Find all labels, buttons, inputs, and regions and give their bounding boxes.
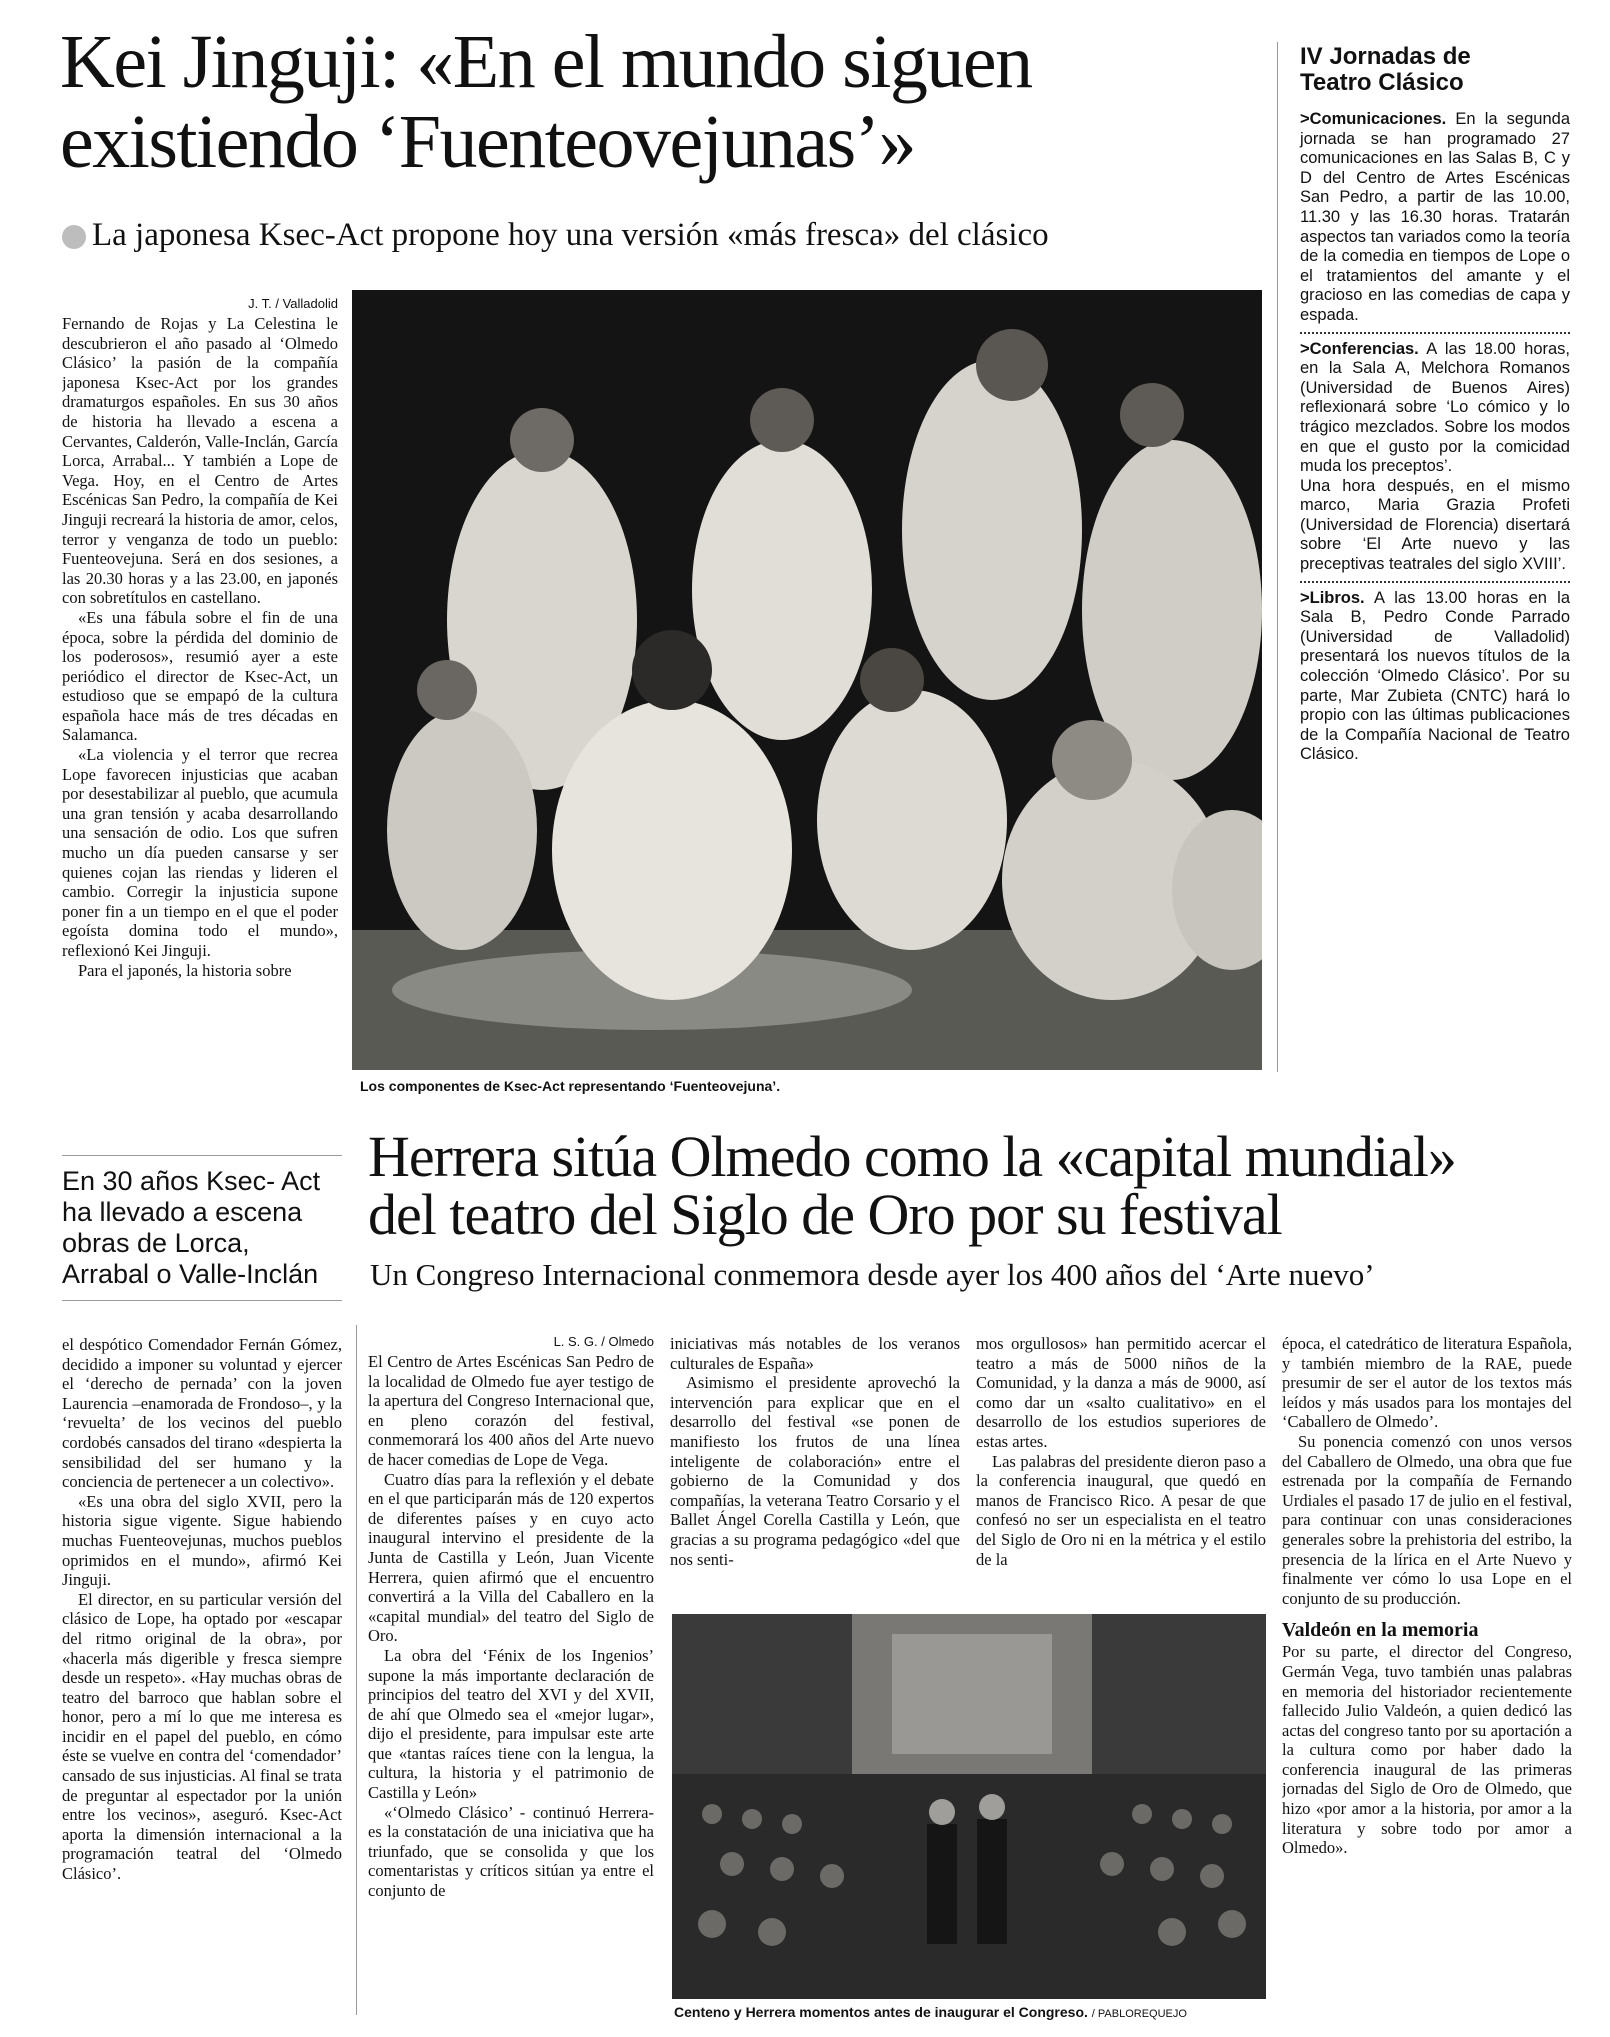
paragraph: El Centro de Artes Escénicas San Pedro de la localidad de Olmedo fue ayer testigo de la apertura del Congreso Internacional que, en pleno corazón del festival, conmemorará los 400 años del Arte nuevo de hacer comedias de Lope de Vega. (368, 1352, 654, 1469)
sidebar-item-text: A las 13.00 horas en la Sala B, Pedro Conde Parrado (Universidad de Valladolid) presentará los nuevos títulos de la colección ‘Olmedo Clásico’. Por su parte, Mar Zubieta (CNTC) hará lo propio con las últimas publicaciones de la Compañía Nacional de Teatro Clásico. (1300, 588, 1570, 764)
sidebar-item-libros (1300, 589, 1570, 765)
article1-column2 (62, 1335, 342, 2025)
article1-photo-caption: Los componentes de Ksec-Act representando ‘Fuenteovejuna’. (360, 1078, 781, 1094)
article2-column3 (976, 1334, 1266, 1604)
paragraph: Fernando de Rojas y La Celestina le descubrieron el año pasado al ‘Olmedo Clásico’ la pasión de la compañía japonesa Ksec-Act por los grandes dramaturgos españoles. En sus 30 años de historia ha llevado a escena a Cervantes, Calderón, Valle-Inclán, García Lorca, Arrabal... Y también a Lope de Vega. Hoy, en el Centro de Artes Escénicas San Pedro, la compañía de Kei Jinguji recreará la historia de amor, celos, terror y venganza de todo un pueblo: Fuenteovejuna. Será en dos sesiones, a las 20.30 horas y a las 23.00, en japonés con sobretítulos en castellano. (62, 314, 338, 608)
congress-photo (672, 1614, 1266, 1999)
stage-photo-illustration (352, 290, 1262, 1070)
paragraph: Para el japonés, la historia sobre (78, 960, 292, 980)
paragraph: Asimismo el presidente aprovechó la intervención para explicar que en el desarrollo del festival «se ponen de manifiesto los frutos de una línea inteligente de colaboración» entre el gobierno de la Comunidad y dos compañías, la veterana Teatro Corsario y el Ballet Ángel Corella Castilla y León, que gracias a su programa pedagógico «del que nos senti- (670, 1373, 960, 1569)
sidebar-item-text: A las 18.00 horas, en la Sala A, Melchora Romanos (Universidad de Buenos Aires) reflexionará sobre ‘Lo cómico y lo trágico mezclados. Sobre los modos en que el gusto por la comicidad muda los preceptos’. (1300, 339, 1570, 476)
divider (1300, 581, 1570, 583)
paragraph: mos orgullosos» han permitido acercar el teatro a más de 5000 niños de la Comunidad, y la danza a más de 9000, así como dar un «salto cualitativo» en el desarrollo de los estudios superiores de estas artes. (976, 1334, 1266, 1451)
pullquote-rule-bottom (62, 1300, 342, 1301)
paragraph: El director, en su particular versión del clásico de Lope, ha optado por «escapar del ritmo original de la obra», por «hacerla más digerible y fresca siempre desde un respeto». «Hay muchas obras de teatro del barroco que hablan sobre el honor, pero a mí lo que me interesa es incidir en el papel del pueblo, en cómo éste se vuelve en contra del ‘comendador’ cansado de sus injusticias. Al final se trata de preguntar al espectador por la unión entre los vecinos», aseguró. Ksec-Act aporta la dimensión internacional a la programación teatral del ‘Olmedo Clásico’. (62, 1589, 342, 1884)
sidebar-item-key: >Conferencias. (1300, 339, 1419, 358)
paragraph: Cuatro días para la reflexión y el debate en el que participarán más de 120 expertos de diferentes países y en cuyo acto inaugural intervino el presidente de la Junta de Castilla y León, Juan Vicente Herrera, quien afirmó que el encuentro convertirá a la Villa del Caballero en la «capital mundial» del teatro del Siglo de Oro. (368, 1469, 654, 1646)
article2-byline: L. S. G. / Olmedo (553, 1334, 654, 1349)
paragraph: Las palabras del presidente dieron paso a la conferencia inaugural, que quedó en manos de Francisco Rico. A pesar de que confesó no ser un especialista en el teatro del Siglo de Oro ni en la métrica y el estilo de la (976, 1451, 1266, 1569)
article2-photo-credit: / PABLOREQUEJO (1091, 2008, 1187, 2020)
sidebar-item-key: >Comunicaciones. (1300, 110, 1447, 128)
article2-column1 (368, 1352, 654, 2017)
article1-headline-line2: existiendo ‘Fuenteovejunas’» (60, 100, 916, 184)
sidebar-item-key: >Libros. (1300, 588, 1365, 607)
article2-headline-line2: del teatro del Siglo de Oro por su festival (368, 1182, 1282, 1247)
article2-headline (368, 1124, 1588, 1247)
article2-column4 (1282, 1334, 1572, 2024)
ksec-act-stage-photo (352, 290, 1262, 1070)
paragraph: «Es una obra del siglo XVII, pero la historia sigue vigente. Sigue habiendo muchas Fuenteovejunas, muchos pueblos oprimidos en el mundo», afirmó Kei Jinguji. (62, 1491, 342, 1590)
paragraph: Su ponencia comenzó con unos versos del Caballero de Olmedo, una obra que fue estrenada por la compañía de Fernando Urdiales el pasado 17 de julio en el festival, para continuar con unas consideraciones generales sobre la prehistoria del estribo, la presencia de la lírica en el Arte Nuevo y finalmente ver cómo lo usa Lope en el conjunto de su producción. (1282, 1431, 1572, 1608)
congress-photo-illustration (672, 1614, 1266, 1999)
paragraph: Por su parte, el director del Congreso, Germán Vega, tuvo también unas palabras en memoria del historiador recientemente fallecido Julio Valdeón, a quien dedicó las actas del congreso tanto por su aportación a la cultura como por haber dado la conferencia inaugural de las primeras jornadas del Siglo de Oro de Olmedo, que hizo «por amor a la historia, por amor a la literatura y sobre todo por amor a Olmedo». (1282, 1642, 1572, 1858)
pullquote-rule-top (62, 1155, 342, 1156)
sidebar-item-conferencias (1300, 340, 1570, 575)
paragraph: el despótico Comendador Fernán Gómez, decidido a imponer su voluntad y ejercer el ‘derecho de pernada’ con la joven Laurencia –enamorada de Frondoso–, y la ‘revuelta’ de los vecinos del pueblo cordobés cansados del tirano «despierta la sensibilidad del ser humano y la conciencia de pertenecer a un colectivo». (62, 1335, 342, 1492)
article1-byline: J. T. / Valladolid (248, 296, 338, 311)
paragraph: iniciativas más notables de los veranos culturales de España» (670, 1334, 960, 1373)
sidebar (1300, 44, 1570, 765)
article2-subhead: Valdeón en la memoria (1282, 1619, 1479, 1642)
column-divider (356, 1325, 357, 2015)
sidebar-item-extra: Una hora después, en el mismo marco, Maria Grazia Profeti (Universidad de Florencia) disertará sobre ‘El Arte nuevo y las preceptivas teatrales del siglo XVIII’. (1300, 476, 1570, 574)
paragraph: época, el catedrático de literatura Española, y también miembro de la RAE, puede presumir de ser el autor de los textos más leídos y más usados para los montajes del ‘Caballero de Olmedo’. (1282, 1334, 1572, 1432)
sidebar-item-comunicaciones (1300, 110, 1570, 326)
article1-column1 (62, 314, 338, 1124)
article1-headline (60, 22, 1260, 182)
article2-headline-line1: Herrera sitúa Olmedo como la «capital mundial» (368, 1124, 1456, 1189)
paragraph: «Es una fábula sobre el fin de una época, sobre la pérdida del dominio de los poderosos», resumió ayer a este periódico el director de Ksec-Act, un estudioso que se empapó de la cultura española hace más de tres décadas en Salamanca. (62, 607, 338, 745)
article2-photo-caption-text: Centeno y Herrera momentos antes de inaugurar el Congreso. (674, 2004, 1088, 2020)
article2-column2 (670, 1334, 960, 1604)
pullquote: En 30 años Ksec- Act ha llevado a escena obras de Lorca, Arrabal o Valle-Inclán (62, 1166, 321, 1289)
divider (1300, 332, 1570, 334)
article1-deck (62, 216, 1262, 254)
article1-headline-line1: Kei Jinguji: «En el mundo siguen (60, 20, 1032, 104)
sidebar-divider (1277, 42, 1278, 1072)
sidebar-item-text: En la segunda jornada se han programado 27 comunicaciones en las Salas B, C y D del Centro de Artes Escénicas San Pedro, a partir de las 10.00, 11.30 y las 16.30 horas. Tratarán aspectos tan variados como la teoría de la comedia en tiempos de Lope o el tratamientos del amante y el gracioso en las comedias de capa y espada. (1300, 110, 1570, 324)
bullet-dot-icon (62, 225, 86, 249)
paragraph: La obra del ‘Fénix de los Ingenios’ supone la más importante declaración de principios del teatro del XVI y del XVII, de ahí que Olmedo sea el «mejor lugar», dijo el presidente, para impulsar este arte que «tantas raíces tiene con la lengua, la cultura, la historia y el patrimonio de Castilla y León» (368, 1645, 654, 1803)
article1-deck-text: La japonesa Ksec-Act propone hoy una versión «más fresca» del clásico (92, 217, 1049, 253)
sidebar-title-line1: IV Jornadas de (1300, 43, 1471, 70)
paragraph: «La violencia y el terror que recrea Lope favorecen injusticias que acaban por desestabilizar al pueblo, que acumula una gran tensión y acaba desarrollando una sensación de odio. Los que sufren mucho un día pueden cansarse y ser quienes cojan las riendas y lideren el cambio. Corregir la injusticia supone poner fin a un tiempo en el que el poder egoísta domina todo el mundo», reflexionó Kei Jinguji. (62, 745, 338, 960)
article2-deck: Un Congreso Internacional conmemora desde ayer los 400 años del ‘Arte nuevo’ (370, 1257, 1375, 1292)
paragraph: «‘Olmedo Clásico’ - continuó Herrera- es la constatación de una iniciativa que ha triunfado, que se consolida y que los comentaristas y críticos sitúan ya entre el conjunto de (368, 1802, 654, 1901)
article2-photo-caption (674, 2004, 1268, 2020)
sidebar-title-line2: Teatro Clásico (1300, 69, 1464, 96)
